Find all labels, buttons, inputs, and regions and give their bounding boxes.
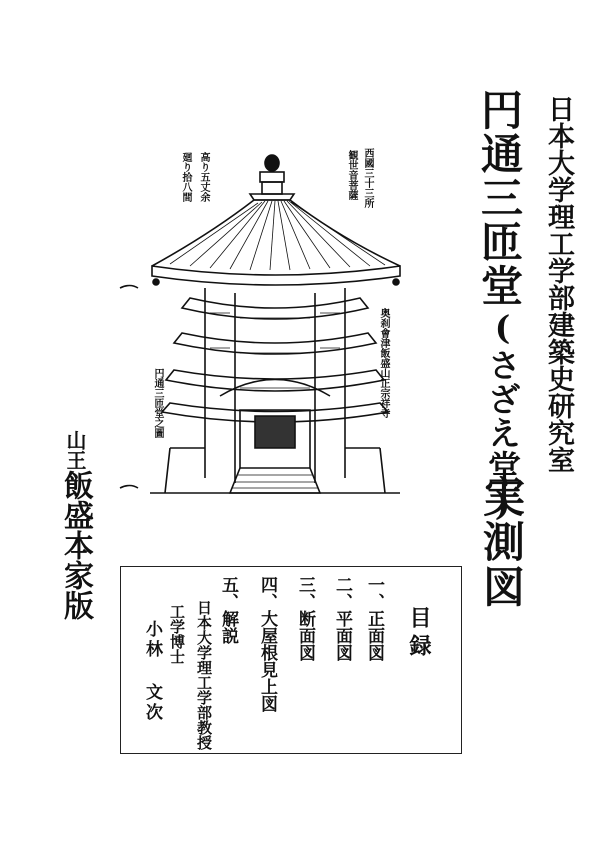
publisher: [58, 430, 93, 620]
toc-item: 一、正面図: [364, 576, 384, 661]
caption-pilgrimage: 西國三十三所: [362, 148, 373, 208]
caption-figure-title: 円通三匝堂之圖: [152, 368, 163, 438]
toc-item: 五、解説: [218, 576, 238, 644]
toc-item: 三、断面図: [295, 576, 315, 661]
document-title-reading: (さざえ堂): [483, 308, 522, 524]
document-title: 円通三匝堂: [475, 88, 524, 308]
publisher-prefix: 山王: [63, 430, 87, 470]
caption-circumference: 廻り拾八間: [180, 152, 191, 202]
document-title-suffix: 実測図: [477, 475, 526, 610]
pagoda-drawing: [110, 148, 420, 518]
toc-item: 四、大屋根見上図: [257, 576, 277, 712]
toc-title: 目録: [406, 606, 432, 662]
toc-item: 二、平面図: [332, 576, 352, 661]
organization-name: 日本大学理工学部建築史研究室: [543, 95, 574, 473]
caption-height: 高り五丈余: [198, 152, 209, 202]
caption-kannon: 観世音菩薩: [346, 150, 357, 200]
author-name: 小林 文次: [142, 620, 162, 723]
author-affiliation: 日本大学理工学部教授: [195, 600, 213, 750]
author-degree: 工学博士: [168, 604, 186, 664]
sazaedo-illustration: [110, 148, 420, 522]
caption-temple: 奥刹會津飯盛山正宗祥寺: [378, 308, 389, 418]
publisher-name: 飯盛本家版: [58, 470, 93, 620]
